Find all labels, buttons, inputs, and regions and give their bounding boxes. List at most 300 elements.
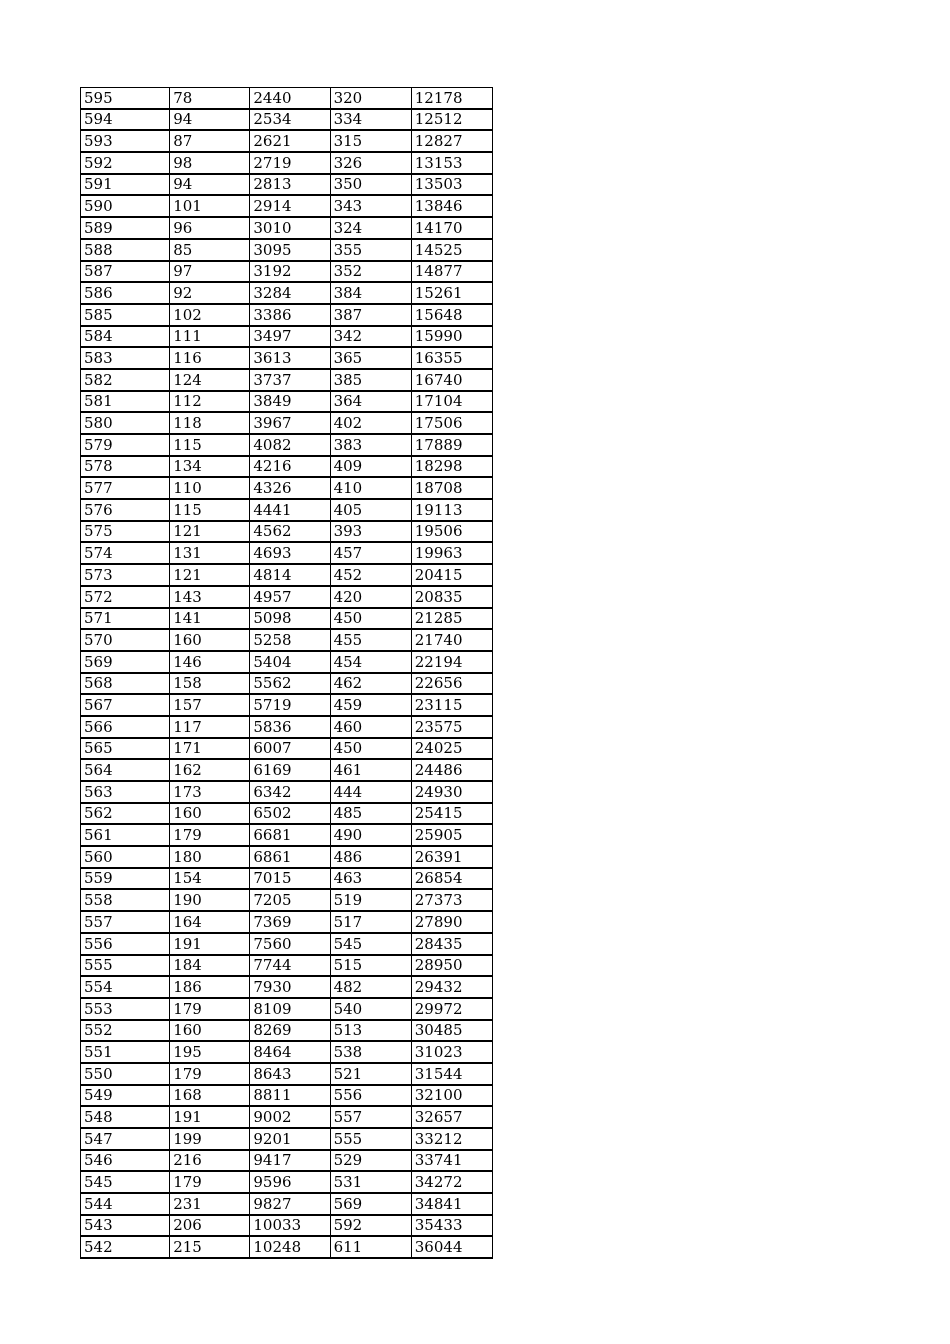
count-cell: 180	[170, 846, 250, 868]
count-cell: 94	[170, 109, 250, 131]
cumulative-b-cell: 27373	[411, 889, 492, 911]
count-b-cell: 515	[330, 955, 411, 977]
table-row	[81, 651, 493, 673]
count-b-cell: 450	[330, 738, 411, 760]
cumulative-count-cell: 8811	[250, 1085, 330, 1107]
cumulative-count-cell: 4082	[250, 434, 330, 456]
count-cell: 216	[170, 1150, 250, 1172]
cumulative-b-cell: 23575	[411, 716, 492, 738]
count-cell: 117	[170, 716, 250, 738]
score-cell: 585	[81, 304, 170, 326]
score-cell: 589	[81, 217, 170, 239]
count-b-cell: 545	[330, 933, 411, 955]
score-cell: 570	[81, 629, 170, 651]
cumulative-count-cell: 3613	[250, 347, 330, 369]
score-cell: 554	[81, 976, 170, 998]
table-row	[81, 1171, 493, 1193]
count-cell: 215	[170, 1236, 250, 1258]
score-cell: 569	[81, 651, 170, 673]
table-row	[81, 759, 493, 781]
table-row	[81, 608, 493, 630]
table-row	[81, 542, 493, 564]
score-cell: 548	[81, 1106, 170, 1128]
cumulative-b-cell: 20415	[411, 564, 492, 586]
table-row	[81, 282, 493, 304]
score-cell: 580	[81, 412, 170, 434]
score-cell: 553	[81, 998, 170, 1020]
cumulative-b-cell: 13153	[411, 152, 492, 174]
count-b-cell: 486	[330, 846, 411, 868]
cumulative-count-cell: 3497	[250, 326, 330, 348]
count-b-cell: 315	[330, 130, 411, 152]
count-b-cell: 529	[330, 1150, 411, 1172]
cumulative-b-cell: 21285	[411, 608, 492, 630]
count-cell: 85	[170, 239, 250, 261]
cumulative-count-cell: 8109	[250, 998, 330, 1020]
cumulative-count-cell: 4216	[250, 456, 330, 478]
cumulative-count-cell: 5562	[250, 673, 330, 695]
score-cell: 571	[81, 608, 170, 630]
count-cell: 146	[170, 651, 250, 673]
table-row	[81, 521, 493, 543]
count-b-cell: 352	[330, 261, 411, 283]
table-row	[81, 499, 493, 521]
count-b-cell: 355	[330, 239, 411, 261]
cumulative-b-cell: 19506	[411, 521, 492, 543]
cumulative-count-cell: 3967	[250, 412, 330, 434]
count-cell: 154	[170, 868, 250, 890]
cumulative-count-cell: 5719	[250, 694, 330, 716]
cumulative-b-cell: 13846	[411, 195, 492, 217]
table-row	[81, 868, 493, 890]
count-cell: 184	[170, 955, 250, 977]
count-b-cell: 521	[330, 1063, 411, 1085]
cumulative-count-cell: 10033	[250, 1215, 330, 1237]
count-b-cell: 519	[330, 889, 411, 911]
cumulative-count-cell: 2719	[250, 152, 330, 174]
count-b-cell: 387	[330, 304, 411, 326]
cumulative-count-cell: 3849	[250, 391, 330, 413]
count-b-cell: 334	[330, 109, 411, 131]
count-cell: 162	[170, 759, 250, 781]
score-cell: 566	[81, 716, 170, 738]
score-table-body	[81, 88, 493, 1259]
cumulative-b-cell: 28950	[411, 955, 492, 977]
cumulative-count-cell: 3386	[250, 304, 330, 326]
score-cell: 577	[81, 477, 170, 499]
count-b-cell: 420	[330, 586, 411, 608]
table-row	[81, 824, 493, 846]
cumulative-b-cell: 17889	[411, 434, 492, 456]
count-b-cell: 454	[330, 651, 411, 673]
score-cell: 550	[81, 1063, 170, 1085]
count-b-cell: 592	[330, 1215, 411, 1237]
table-row	[81, 716, 493, 738]
score-cell: 591	[81, 174, 170, 196]
cumulative-b-cell: 31544	[411, 1063, 492, 1085]
table-row	[81, 456, 493, 478]
score-cell: 567	[81, 694, 170, 716]
count-b-cell: 350	[330, 174, 411, 196]
table-row	[81, 174, 493, 196]
count-cell: 141	[170, 608, 250, 630]
cumulative-b-cell: 25905	[411, 824, 492, 846]
score-cell: 573	[81, 564, 170, 586]
count-cell: 179	[170, 1171, 250, 1193]
cumulative-b-cell: 19113	[411, 499, 492, 521]
table-row	[81, 564, 493, 586]
cumulative-b-cell: 15261	[411, 282, 492, 304]
cumulative-b-cell: 34841	[411, 1193, 492, 1215]
count-cell: 121	[170, 564, 250, 586]
count-b-cell: 343	[330, 195, 411, 217]
score-cell: 581	[81, 391, 170, 413]
count-cell: 134	[170, 456, 250, 478]
table-row	[81, 1215, 493, 1237]
cumulative-b-cell: 36044	[411, 1236, 492, 1258]
count-cell: 101	[170, 195, 250, 217]
cumulative-b-cell: 24486	[411, 759, 492, 781]
count-cell: 190	[170, 889, 250, 911]
table-row	[81, 152, 493, 174]
count-b-cell: 365	[330, 347, 411, 369]
table-row	[81, 195, 493, 217]
table-row	[81, 911, 493, 933]
cumulative-count-cell: 8464	[250, 1041, 330, 1063]
table-row	[81, 1085, 493, 1107]
count-cell: 171	[170, 738, 250, 760]
score-cell: 594	[81, 109, 170, 131]
table-row	[81, 1236, 493, 1258]
count-b-cell: 393	[330, 521, 411, 543]
count-cell: 199	[170, 1128, 250, 1150]
score-cell: 579	[81, 434, 170, 456]
count-cell: 78	[170, 88, 250, 109]
score-cell: 560	[81, 846, 170, 868]
score-cell: 552	[81, 1020, 170, 1042]
count-cell: 179	[170, 824, 250, 846]
table-row	[81, 1193, 493, 1215]
cumulative-count-cell: 9002	[250, 1106, 330, 1128]
cumulative-b-cell: 17506	[411, 412, 492, 434]
cumulative-count-cell: 3192	[250, 261, 330, 283]
score-cell: 556	[81, 933, 170, 955]
score-cell: 542	[81, 1236, 170, 1258]
count-cell: 179	[170, 998, 250, 1020]
cumulative-count-cell: 5258	[250, 629, 330, 651]
cumulative-count-cell: 5098	[250, 608, 330, 630]
cumulative-b-cell: 33212	[411, 1128, 492, 1150]
cumulative-b-cell: 16740	[411, 369, 492, 391]
count-cell: 160	[170, 1020, 250, 1042]
count-b-cell: 450	[330, 608, 411, 630]
table-row	[81, 933, 493, 955]
cumulative-count-cell: 3737	[250, 369, 330, 391]
cumulative-b-cell: 12512	[411, 109, 492, 131]
count-cell: 160	[170, 803, 250, 825]
cumulative-count-cell: 2621	[250, 130, 330, 152]
cumulative-count-cell: 9596	[250, 1171, 330, 1193]
count-cell: 164	[170, 911, 250, 933]
count-cell: 96	[170, 217, 250, 239]
score-cell: 578	[81, 456, 170, 478]
score-cell: 583	[81, 347, 170, 369]
count-b-cell: 342	[330, 326, 411, 348]
table-row	[81, 846, 493, 868]
table-row	[81, 586, 493, 608]
cumulative-count-cell: 4562	[250, 521, 330, 543]
table-row	[81, 412, 493, 434]
score-cell: 555	[81, 955, 170, 977]
cumulative-b-cell: 32657	[411, 1106, 492, 1128]
count-cell: 160	[170, 629, 250, 651]
score-cell: 559	[81, 868, 170, 890]
cumulative-count-cell: 6861	[250, 846, 330, 868]
cumulative-count-cell: 6681	[250, 824, 330, 846]
table-row	[81, 673, 493, 695]
cumulative-b-cell: 12178	[411, 88, 492, 109]
cumulative-b-cell: 26391	[411, 846, 492, 868]
score-cell: 545	[81, 1171, 170, 1193]
cumulative-b-cell: 24930	[411, 781, 492, 803]
cumulative-count-cell: 8269	[250, 1020, 330, 1042]
score-cell: 558	[81, 889, 170, 911]
count-cell: 115	[170, 499, 250, 521]
score-cell: 592	[81, 152, 170, 174]
count-cell: 173	[170, 781, 250, 803]
cumulative-count-cell: 7205	[250, 889, 330, 911]
cumulative-count-cell: 7369	[250, 911, 330, 933]
cumulative-count-cell: 4814	[250, 564, 330, 586]
table-row	[81, 738, 493, 760]
count-b-cell: 482	[330, 976, 411, 998]
score-cell: 562	[81, 803, 170, 825]
cumulative-count-cell: 6007	[250, 738, 330, 760]
count-b-cell: 383	[330, 434, 411, 456]
cumulative-count-cell: 9201	[250, 1128, 330, 1150]
count-b-cell: 490	[330, 824, 411, 846]
count-cell: 98	[170, 152, 250, 174]
score-cell: 565	[81, 738, 170, 760]
table-row	[81, 1106, 493, 1128]
cumulative-count-cell: 3095	[250, 239, 330, 261]
count-cell: 102	[170, 304, 250, 326]
count-cell: 116	[170, 347, 250, 369]
table-row	[81, 304, 493, 326]
count-b-cell: 513	[330, 1020, 411, 1042]
count-cell: 94	[170, 174, 250, 196]
count-cell: 206	[170, 1215, 250, 1237]
count-b-cell: 556	[330, 1085, 411, 1107]
count-b-cell: 531	[330, 1171, 411, 1193]
table-row	[81, 477, 493, 499]
score-cell: 586	[81, 282, 170, 304]
cumulative-b-cell: 31023	[411, 1041, 492, 1063]
table-row	[81, 369, 493, 391]
count-b-cell: 455	[330, 629, 411, 651]
table-row	[81, 109, 493, 131]
count-b-cell: 485	[330, 803, 411, 825]
cumulative-b-cell: 13503	[411, 174, 492, 196]
cumulative-count-cell: 5404	[250, 651, 330, 673]
count-cell: 115	[170, 434, 250, 456]
score-table	[80, 87, 493, 1259]
count-b-cell: 462	[330, 673, 411, 695]
score-cell: 590	[81, 195, 170, 217]
count-cell: 231	[170, 1193, 250, 1215]
score-cell: 543	[81, 1215, 170, 1237]
table-row	[81, 239, 493, 261]
cumulative-count-cell: 7930	[250, 976, 330, 998]
count-cell: 118	[170, 412, 250, 434]
cumulative-count-cell: 10248	[250, 1236, 330, 1258]
count-cell: 110	[170, 477, 250, 499]
table-row	[81, 694, 493, 716]
count-cell: 179	[170, 1063, 250, 1085]
cumulative-b-cell: 29972	[411, 998, 492, 1020]
count-cell: 186	[170, 976, 250, 998]
cumulative-b-cell: 14525	[411, 239, 492, 261]
score-cell: 561	[81, 824, 170, 846]
table-row	[81, 261, 493, 283]
cumulative-count-cell: 6502	[250, 803, 330, 825]
cumulative-b-cell: 15990	[411, 326, 492, 348]
score-cell: 563	[81, 781, 170, 803]
score-cell: 572	[81, 586, 170, 608]
count-b-cell: 384	[330, 282, 411, 304]
table-row	[81, 326, 493, 348]
count-b-cell: 460	[330, 716, 411, 738]
count-b-cell: 569	[330, 1193, 411, 1215]
table-row	[81, 955, 493, 977]
score-cell: 551	[81, 1041, 170, 1063]
score-cell: 557	[81, 911, 170, 933]
score-cell: 588	[81, 239, 170, 261]
score-cell: 595	[81, 88, 170, 109]
cumulative-count-cell: 3284	[250, 282, 330, 304]
table-row	[81, 976, 493, 998]
cumulative-b-cell: 28435	[411, 933, 492, 955]
cumulative-count-cell: 6342	[250, 781, 330, 803]
cumulative-b-cell: 15648	[411, 304, 492, 326]
table-row	[81, 1128, 493, 1150]
cumulative-b-cell: 27890	[411, 911, 492, 933]
cumulative-count-cell: 4693	[250, 542, 330, 564]
count-b-cell: 402	[330, 412, 411, 434]
count-cell: 112	[170, 391, 250, 413]
cumulative-count-cell: 2914	[250, 195, 330, 217]
table-row	[81, 217, 493, 239]
cumulative-b-cell: 22656	[411, 673, 492, 695]
cumulative-count-cell: 5836	[250, 716, 330, 738]
count-b-cell: 320	[330, 88, 411, 109]
count-cell: 195	[170, 1041, 250, 1063]
count-b-cell: 555	[330, 1128, 411, 1150]
count-b-cell: 463	[330, 868, 411, 890]
cumulative-count-cell: 7744	[250, 955, 330, 977]
count-b-cell: 452	[330, 564, 411, 586]
table-row	[81, 347, 493, 369]
score-cell: 564	[81, 759, 170, 781]
cumulative-count-cell: 7560	[250, 933, 330, 955]
cumulative-b-cell: 35433	[411, 1215, 492, 1237]
table-row	[81, 629, 493, 651]
count-cell: 87	[170, 130, 250, 152]
score-cell: 587	[81, 261, 170, 283]
cumulative-count-cell: 2813	[250, 174, 330, 196]
cumulative-count-cell: 6169	[250, 759, 330, 781]
table-row	[81, 1041, 493, 1063]
cumulative-count-cell: 2534	[250, 109, 330, 131]
cumulative-b-cell: 14877	[411, 261, 492, 283]
table-row	[81, 130, 493, 152]
cumulative-b-cell: 32100	[411, 1085, 492, 1107]
table-row	[81, 889, 493, 911]
cumulative-b-cell: 33741	[411, 1150, 492, 1172]
score-cell: 549	[81, 1085, 170, 1107]
cumulative-b-cell: 16355	[411, 347, 492, 369]
count-cell: 157	[170, 694, 250, 716]
count-cell: 191	[170, 933, 250, 955]
cumulative-b-cell: 19963	[411, 542, 492, 564]
score-cell: 546	[81, 1150, 170, 1172]
count-cell: 111	[170, 326, 250, 348]
count-b-cell: 326	[330, 152, 411, 174]
count-b-cell: 461	[330, 759, 411, 781]
cumulative-b-cell: 26854	[411, 868, 492, 890]
count-b-cell: 364	[330, 391, 411, 413]
score-cell: 574	[81, 542, 170, 564]
table-row	[81, 391, 493, 413]
table-row	[81, 803, 493, 825]
table-row	[81, 998, 493, 1020]
cumulative-b-cell: 18708	[411, 477, 492, 499]
score-cell: 568	[81, 673, 170, 695]
score-cell: 576	[81, 499, 170, 521]
score-cell: 584	[81, 326, 170, 348]
count-b-cell: 517	[330, 911, 411, 933]
count-b-cell: 457	[330, 542, 411, 564]
cumulative-count-cell: 4957	[250, 586, 330, 608]
cumulative-count-cell: 9417	[250, 1150, 330, 1172]
score-cell: 582	[81, 369, 170, 391]
cumulative-b-cell: 21740	[411, 629, 492, 651]
cumulative-b-cell: 24025	[411, 738, 492, 760]
cumulative-count-cell: 4441	[250, 499, 330, 521]
count-b-cell: 324	[330, 217, 411, 239]
cumulative-count-cell: 9827	[250, 1193, 330, 1215]
cumulative-b-cell: 14170	[411, 217, 492, 239]
score-cell: 547	[81, 1128, 170, 1150]
count-b-cell: 611	[330, 1236, 411, 1258]
count-b-cell: 409	[330, 456, 411, 478]
table-row	[81, 1020, 493, 1042]
count-cell: 143	[170, 586, 250, 608]
count-b-cell: 385	[330, 369, 411, 391]
cumulative-count-cell: 3010	[250, 217, 330, 239]
cumulative-b-cell: 20835	[411, 586, 492, 608]
cumulative-b-cell: 17104	[411, 391, 492, 413]
table-row	[81, 781, 493, 803]
table-row	[81, 88, 493, 109]
count-b-cell: 540	[330, 998, 411, 1020]
table-row	[81, 1150, 493, 1172]
count-cell: 97	[170, 261, 250, 283]
score-cell: 575	[81, 521, 170, 543]
count-b-cell: 410	[330, 477, 411, 499]
cumulative-b-cell: 23115	[411, 694, 492, 716]
count-b-cell: 459	[330, 694, 411, 716]
